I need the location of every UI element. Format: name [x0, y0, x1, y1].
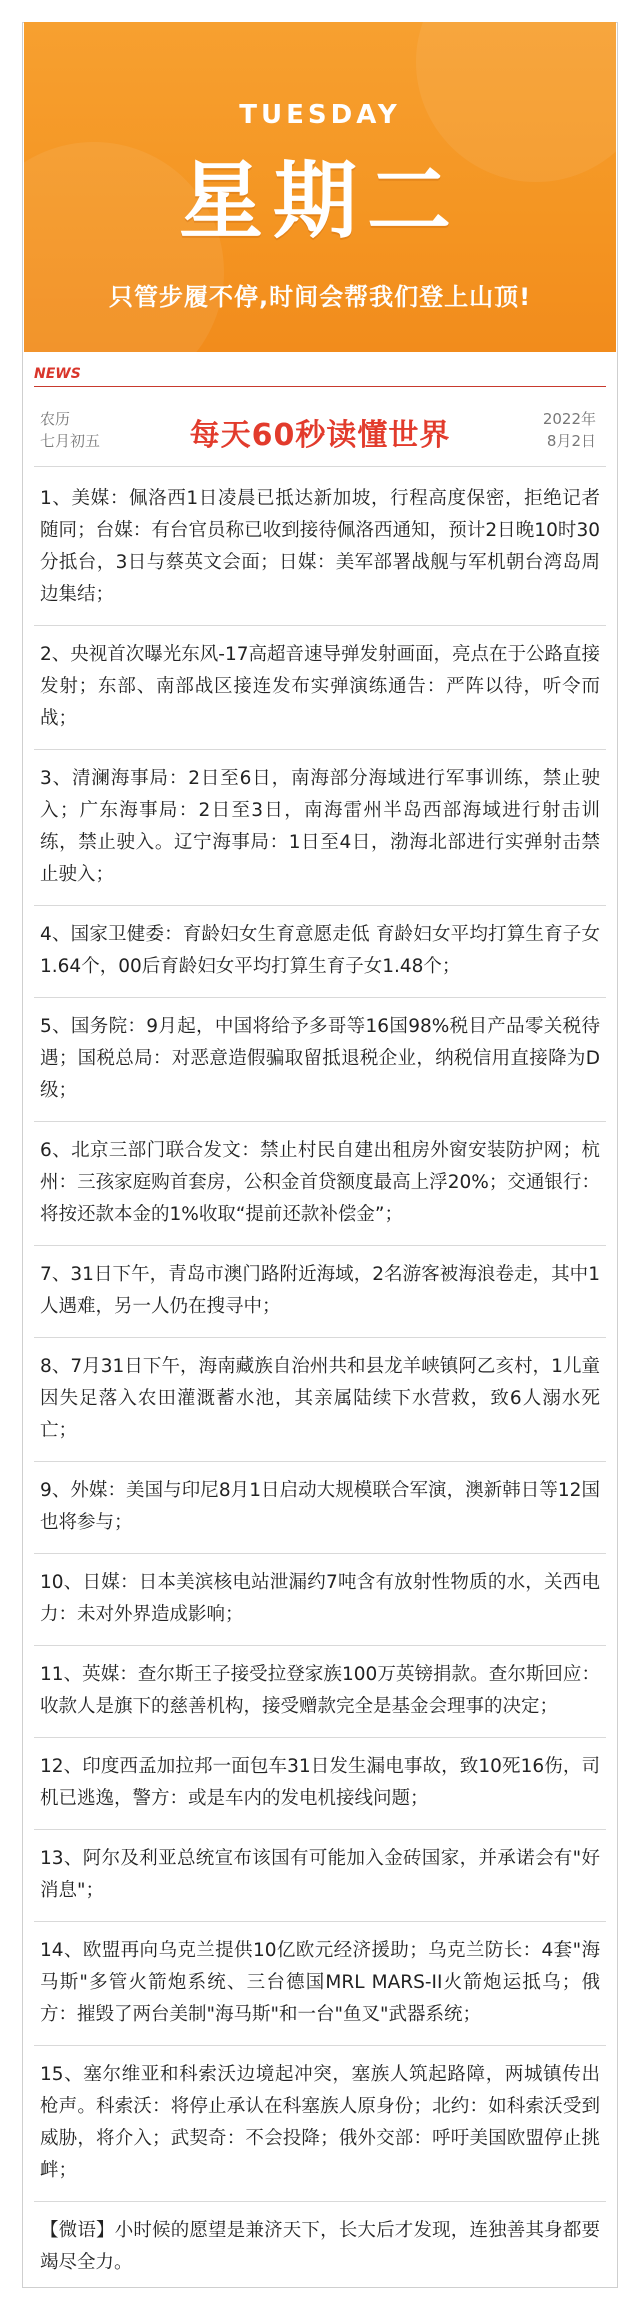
news-item: 4、国家卫健委：育龄妇女生育意愿走低 育龄妇女平均打算生育子女1.64个，00后育龄妇女平均打算生育子女1.48个；	[34, 906, 606, 998]
news-item: 11、英媒：查尔斯王子接受拉登家族100万英镑捐款。查尔斯回应：收款人是旗下的慈善机构，接受赠款完全是基金会理事的决定；	[34, 1646, 606, 1738]
news-item: 10、日媒：日本美滨核电站泄漏约7吨含有放射性物质的水，关西电力：未对外界造成影响；	[34, 1554, 606, 1646]
news-item: 15、塞尔维亚和科索沃边境起冲突，塞族人筑起路障，两城镇传出枪声。科索沃：将停止承认在科塞族人原身份；北约：如科索沃受到威胁，将介入；武契奇：不会投降；俄外交部：呼吁美国欧盟停止挑衅；	[34, 2046, 606, 2202]
news-item: 8、7月31日下午，海南藏族自治州共和县龙羊峡镇阿乙亥村，1儿童因失足落入农田灌溉蓄水池，其亲属陆续下水营救，致6人溺水死亡；	[34, 1338, 606, 1462]
news-item: 5、国务院：9月起，中国将给予多哥等16国98%税目产品零关税待遇；国税总局：对恶意造假骗取留抵退税企业，纳税信用直接降为D级；	[34, 998, 606, 1122]
weekday-english: TUESDAY	[239, 100, 401, 130]
header-banner	[24, 22, 616, 352]
news-item: 3、清澜海事局：2日至6日，南海部分海域进行军事训练，禁止驶入；广东海事局：2日至3日，南海雷州半岛西部海域进行射击训练，禁止驶入。辽宁海事局：1日至4日，渤海北部进行实弹射击禁止驶入；	[34, 750, 606, 906]
lunar-day: 七月初五	[40, 432, 101, 450]
title-header	[34, 398, 606, 462]
date-month-day: 8月2日	[546, 432, 596, 450]
calendar-date	[543, 408, 596, 452]
news-item: 6、北京三部门联合发文：禁止村民自建出租房外窗安装防护网；杭州：三孩家庭购首套房，公积金首贷额度最高上浮20%；交通银行：将按还款本金的1%收取“提前还款补偿金”；	[34, 1122, 606, 1246]
news-item: 14、欧盟再向乌克兰提供10亿欧元经济援助；乌克兰防长：4套"海马斯"多管火箭炮系统、三台德国MRL MARS-II火箭炮运抵乌；俄方：摧毁了两台美制"海马斯"和一台"鱼叉"武器系统；	[34, 1922, 606, 2046]
news-item: 12、印度西孟加拉邦一面包车31日发生漏电事故，致10死16伤，司机已逃逸，警方：或是车内的发电机接线问题；	[34, 1738, 606, 1830]
page-title: 每天60秒读懂世界	[189, 418, 451, 453]
news-item: 2、央视首次曝光东风-17高超音速导弹发射画面，亮点在于公路直接发射；东部、南部战区接连发布实弹演练通告：严阵以待，听令而战；	[34, 626, 606, 750]
header-divider	[34, 466, 606, 467]
news-list	[34, 470, 606, 2293]
weekday-chinese: 星期二	[178, 152, 461, 250]
daily-quote: 【微语】小时候的愿望是兼济天下，长大后才发现，连独善其身都要竭尽全力。	[40, 2220, 600, 2273]
news-divider	[34, 386, 606, 387]
news-item: 7、31日下午，青岛市澳门路附近海域，2名游客被海浪卷走，其中1人遇难，另一人仍在搜寻中；	[34, 1246, 606, 1338]
news-item: 1、美媒：佩洛西1日凌晨已抵达新加坡，行程高度保密，拒绝记者随同；台媒：有台官员称已收到接待佩洛西通知，预计2日晚10时30分抵台，3日与蔡英文会面；日媒：美军部署战舰与军机朝台湾岛周边集结；	[34, 470, 606, 626]
lunar-label: 农历	[40, 410, 71, 428]
news-label: NEWS	[34, 366, 81, 382]
news-item: 9、外媒：美国与印尼8月1日启动大规模联合军演，澳新韩日等12国也将参与；	[34, 1462, 606, 1554]
banner-slogan: 只管步履不停,时间会帮我们登上山顶!	[108, 283, 532, 311]
date-year: 2022年	[542, 410, 596, 428]
news-item: 13、阿尔及利亚总统宣布该国有可能加入金砖国家，并承诺会有"好消息"；	[34, 1830, 606, 1922]
